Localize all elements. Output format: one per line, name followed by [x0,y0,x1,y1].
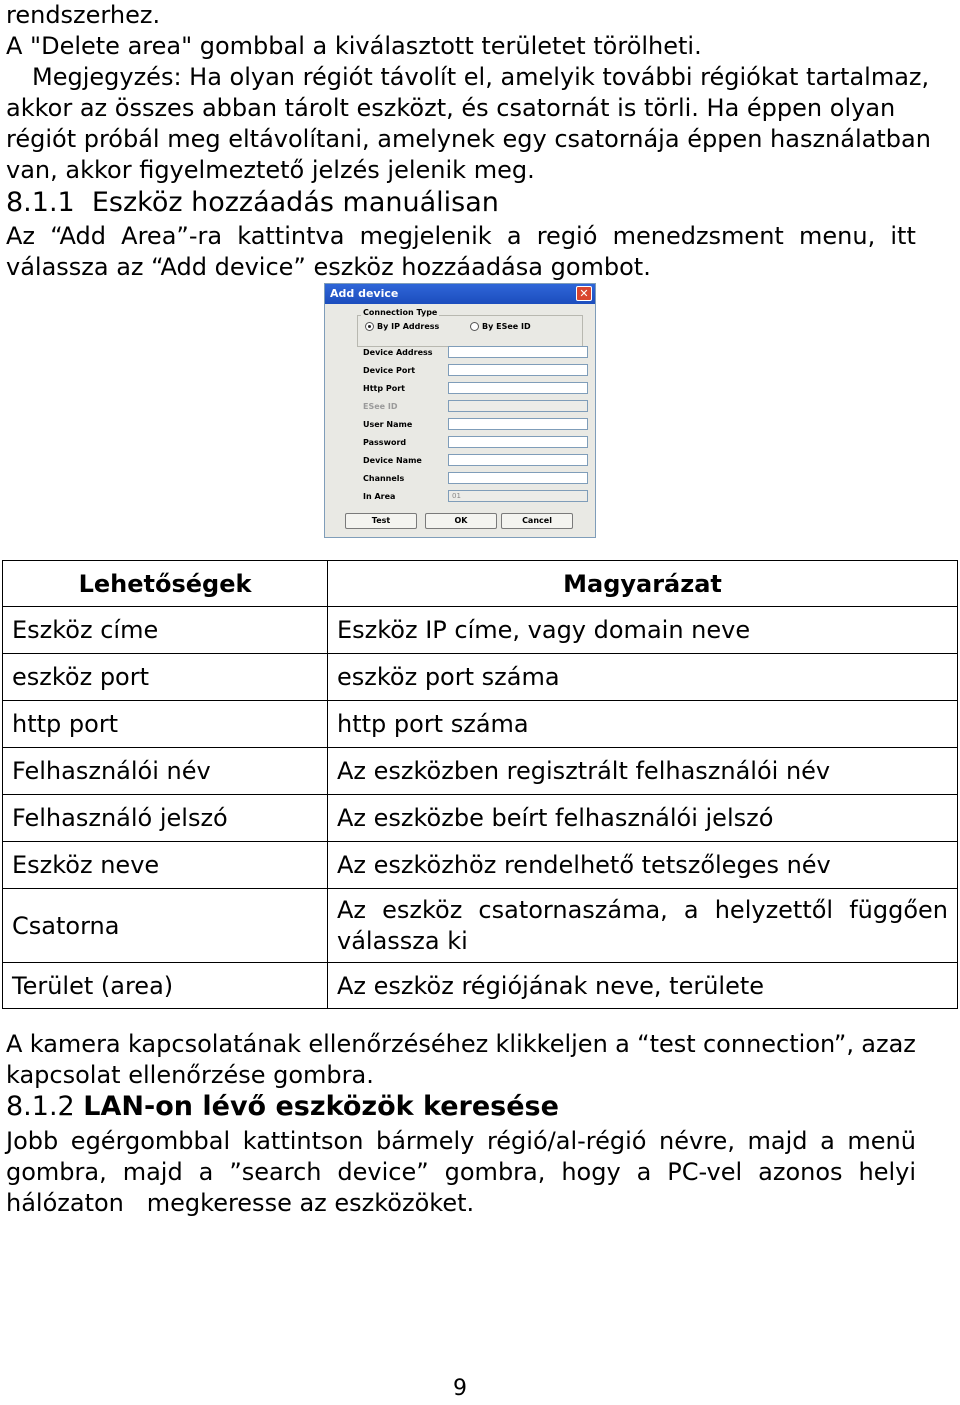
table-header-row [3,561,958,607]
word: connection”, [702,1030,854,1058]
word: kapcsolatának [127,1030,302,1058]
description-cell: Az eszközbe beírt felhasználói jelszó [328,795,958,842]
word: a [506,222,522,250]
table-row [3,654,958,701]
device-name-input[interactable] [448,454,588,466]
word: a [820,1127,835,1155]
word: kattintson [242,1127,364,1155]
table-row [3,963,958,1009]
radio-label: By IP Address [377,322,440,331]
table-row [3,701,958,748]
word: Az [6,222,36,250]
option-cell: Felhasználó jelszó [3,795,328,842]
radio-unselected-icon [470,322,479,331]
radio-selected-icon [365,322,374,331]
word: majd [747,1127,808,1155]
text-line: válassza az “Add device” eszköz hozzáadása gombot. [6,253,651,281]
justified-line [6,221,916,252]
add-device-dialog [324,283,596,538]
word: azonos [758,1158,843,1186]
device-address-input[interactable] [448,346,588,358]
word: Jobb [6,1127,59,1155]
description-cell: http port száma [328,701,958,748]
text-line: kapcsolat ellenőrzése gombra. [6,1061,374,1089]
option-cell: http port [3,701,328,748]
word: klikkeljen [495,1030,608,1058]
test-button[interactable]: Test [345,513,417,529]
word: ellenőrzéséhez [308,1030,489,1058]
word: gombra, [444,1158,546,1186]
description-cell: Az eszközben regisztrált felhasználói név [328,748,958,795]
description-cell: Eszköz IP címe, vagy domain neve [328,607,958,654]
description-cell: Az eszköz régiójának neve, területe [328,963,958,1009]
table-row [3,748,958,795]
text-line: van, akkor figyelmeztető jelzés jelenik meg. [6,156,535,184]
word: menu, [799,222,876,250]
table-row [3,607,958,654]
word: régió/al-régió [486,1127,647,1155]
word: névre, [659,1127,735,1155]
justified-line [6,1126,916,1157]
http-port-input[interactable] [448,382,588,394]
word: itt [890,222,916,250]
word: device” [337,1158,429,1186]
label-in-area: In Area [363,492,396,501]
page-number: 9 [453,1376,467,1401]
cancel-button[interactable]: Cancel [501,513,573,529]
option-cell: Eszköz neve [3,842,328,889]
channels-input[interactable] [448,472,588,484]
justified-line [6,1029,916,1060]
section-heading: 8.1.1 Eszköz hozzáadás manuálisan [6,187,499,218]
word: Area”-ra [121,222,223,250]
radio-label: By ESee ID [482,322,531,331]
word: menü [847,1127,916,1155]
option-cell: Felhasználói név [3,748,328,795]
description-cell: Az eszköz csatornaszáma, a helyzettől függően válassza ki [328,889,958,963]
header-explanation: Magyarázat [328,561,958,607]
word: “test [637,1030,696,1058]
justified-line [6,1157,916,1188]
label-user-name: User Name [363,420,413,429]
word: a [615,1030,630,1058]
password-input[interactable] [448,436,588,448]
word: menedzsment [612,222,784,250]
word: A [6,1030,23,1058]
word: regió [536,222,598,250]
connection-type-group [357,315,583,347]
label-device-port: Device Port [363,366,416,375]
in-area-input: 01 [448,490,588,502]
word: PC-vel [667,1158,743,1186]
word: hogy [561,1158,621,1186]
user-name-input[interactable] [448,418,588,430]
word: majd [122,1158,183,1186]
text-line: régiót próbál meg eltávolítani, amelynek egy csatornája éppen használatban [6,125,931,153]
word: ”search [229,1158,322,1186]
section-heading [6,1091,559,1122]
table-row [3,842,958,889]
description-cell: Az eszközhöz rendelhető tetszőleges név [328,842,958,889]
dialog-title: Add device [330,287,399,300]
word: gombra, [6,1158,107,1186]
text-line: hálózaton megkeresse az eszközöket. [6,1189,475,1217]
description-cell: eszköz port száma [328,654,958,701]
option-cell: Terület (area) [3,963,328,1009]
word: helyi [858,1158,916,1186]
section-number: 8.1.2 [6,1091,84,1122]
option-cell: Eszköz címe [3,607,328,654]
header-options: Lehetőségek [3,561,328,607]
option-cell: eszköz port [3,654,328,701]
table-row [3,889,958,963]
section-title: LAN-on lévő eszközök keresése [83,1091,559,1122]
table-row [3,795,958,842]
radio-by-esee[interactable] [470,322,531,331]
text-line: akkor az összes abban tárolt eszközt, és csatornát is törli. Ha éppen olyan [6,94,896,122]
word: egérgombbal [70,1127,231,1155]
dialog-titlebar [325,284,595,304]
options-table [2,560,958,1009]
label-channels: Channels [363,474,405,483]
label-esee-id: ESee ID [363,402,398,411]
label-device-name: Device Name [363,456,422,465]
ok-button[interactable]: OK [425,513,497,529]
word: kamera [29,1030,121,1058]
word: “Add [50,222,106,250]
word: a [636,1158,652,1186]
esee-id-input [448,400,588,412]
connection-type-label: Connection Type [363,308,438,317]
option-cell: Csatorna [3,889,328,963]
word: bármely [375,1127,475,1155]
word: azaz [861,1030,916,1058]
label-password: Password [363,438,407,447]
radio-by-ip[interactable] [365,322,439,331]
close-icon[interactable]: ✕ [576,286,592,301]
label-http-port: Http Port [363,384,405,393]
text-line: A "Delete area" gombbal a kiválasztott területet törölheti. [6,32,702,60]
word: megjelenik [359,222,492,250]
text-line: rendszerhez. [6,1,161,29]
device-port-input[interactable] [448,364,588,376]
word: kattintva [237,222,345,250]
text-line: Megjegyzés: Ha olyan régiót távolít el, amelyik további régiókat tartalmaz, [32,63,930,91]
word: a [198,1158,214,1186]
label-device-address: Device Address [363,348,433,357]
